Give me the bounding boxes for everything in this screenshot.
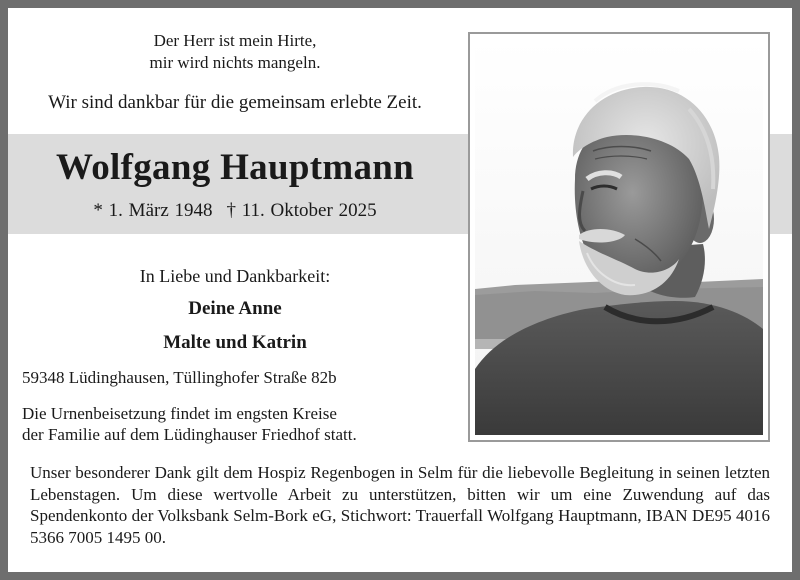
- gratitude-line: Wir sind dankbar für die gemeinsam erlebte Zeit.: [48, 92, 422, 113]
- life-dates: [8, 200, 462, 222]
- mourner-name: Malte und Katrin: [163, 332, 307, 353]
- portrait-photo-frame: [468, 32, 770, 442]
- portrait-photo: [475, 39, 763, 435]
- psalm-line-1: Der Herr ist mein Hirte,: [153, 31, 317, 50]
- thanks-notice: Unser besonderer Dank gilt dem Hospiz Regenbogen in Selm für die liebevolle Begleitung in seinen letzten Lebenstagen. Um diese wertvolle Arbeit zu unterstützen, bitten wir um eine Zuwendung auf das Spendenkonto der Volksbank Selm-Bork eG, Stichwort: Trauerfall Wolfgang Hauptmann, IBAN DE95 4016 5366 7005 1495 00.: [30, 463, 770, 547]
- mourner-name: Deine Anne: [188, 298, 282, 319]
- deceased-name: Wolfgang Hauptmann: [55, 147, 415, 188]
- burial-line-2: der Familie auf dem Lüdinghauser Friedhof statt.: [22, 425, 357, 444]
- mourners-intro: In Liebe und Dankbarkeit:: [139, 266, 331, 286]
- psalm-quote: [8, 30, 462, 74]
- family-address: 59348 Lüdinghausen, Tüllinghofer Straße 82b: [22, 368, 337, 387]
- psalm-line-2: mir wird nichts mangeln.: [149, 53, 321, 72]
- burial-line-1: Die Urnenbeisetzung findet im engsten Kreise: [22, 404, 337, 423]
- burial-notice: [22, 403, 452, 445]
- death-date: † 11. Oktober 2025: [226, 200, 377, 221]
- birth-date: * 1. März 1948: [93, 200, 213, 221]
